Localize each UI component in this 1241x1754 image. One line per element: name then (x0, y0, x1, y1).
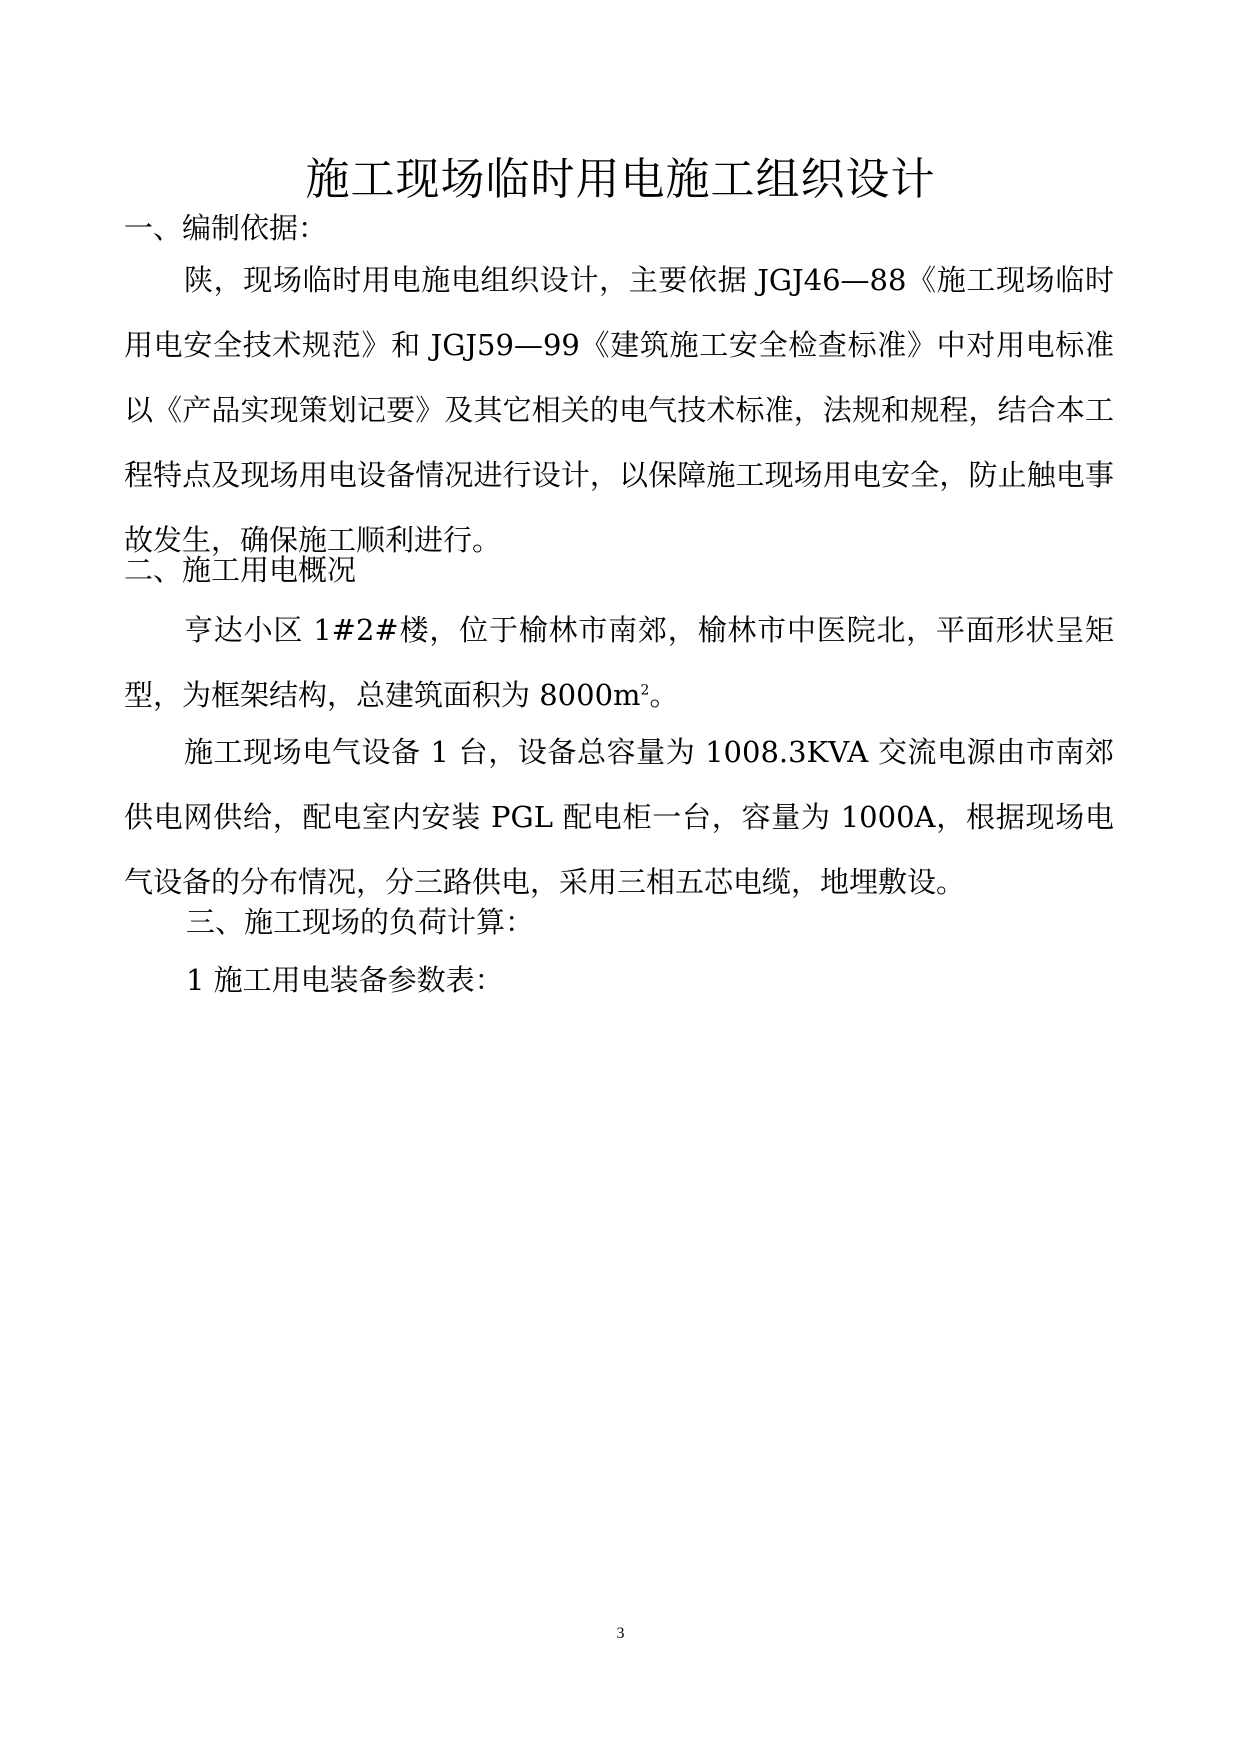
document-title: 施工现场临时用电施工组织设计 (305, 154, 936, 205)
section-heading-basis: 一、编制依据： (124, 211, 328, 245)
equipment-table-heading: 1 施工用电装备参数表： (186, 963, 504, 997)
area-unit-superscript: 2 (640, 682, 650, 699)
paragraph-overview-location-end: 。 (649, 678, 679, 712)
paragraph-overview-location (124, 598, 1114, 728)
paragraph-basis: 陕，现场临时用电施电组织设计，主要依据 JGJ46—88《施工现场临时用电安全技术规范》和 JGJ59—99《建筑施工安全检查标准》中对用电标准以《产品实现策划记要》及其它相关的电气技术标准，法规和规程，结合本工程特点及现场用电设备情况进行设计，以保障施工现场用电安全，防止触电事故发生，确保施工顺利进行。 (124, 263, 1114, 557)
section-heading-overview: 二、施工用电概况 (124, 553, 357, 587)
page-number: 3 (616, 1625, 625, 1642)
paragraph-overview-equipment: 施工现场电气设备 1 台，设备总容量为 1008.3KVA 交流电源由市南郊供电网供给，配电室内安装 PGL 配电柜一台，容量为 1000A，根据现场电气设备的分布情况，分三路供电，采用三相五芯电缆，地埋敷设。 (124, 735, 1114, 899)
load-calculation-heading: 三、施工现场的负荷计算： (186, 905, 535, 939)
paragraph-overview-location-text: 亨达小区 1#2#楼，位于榆林市南郊，榆林市中医院北，平面形状呈矩型，为框架结构，总建筑面积为 8000m (124, 613, 1114, 712)
